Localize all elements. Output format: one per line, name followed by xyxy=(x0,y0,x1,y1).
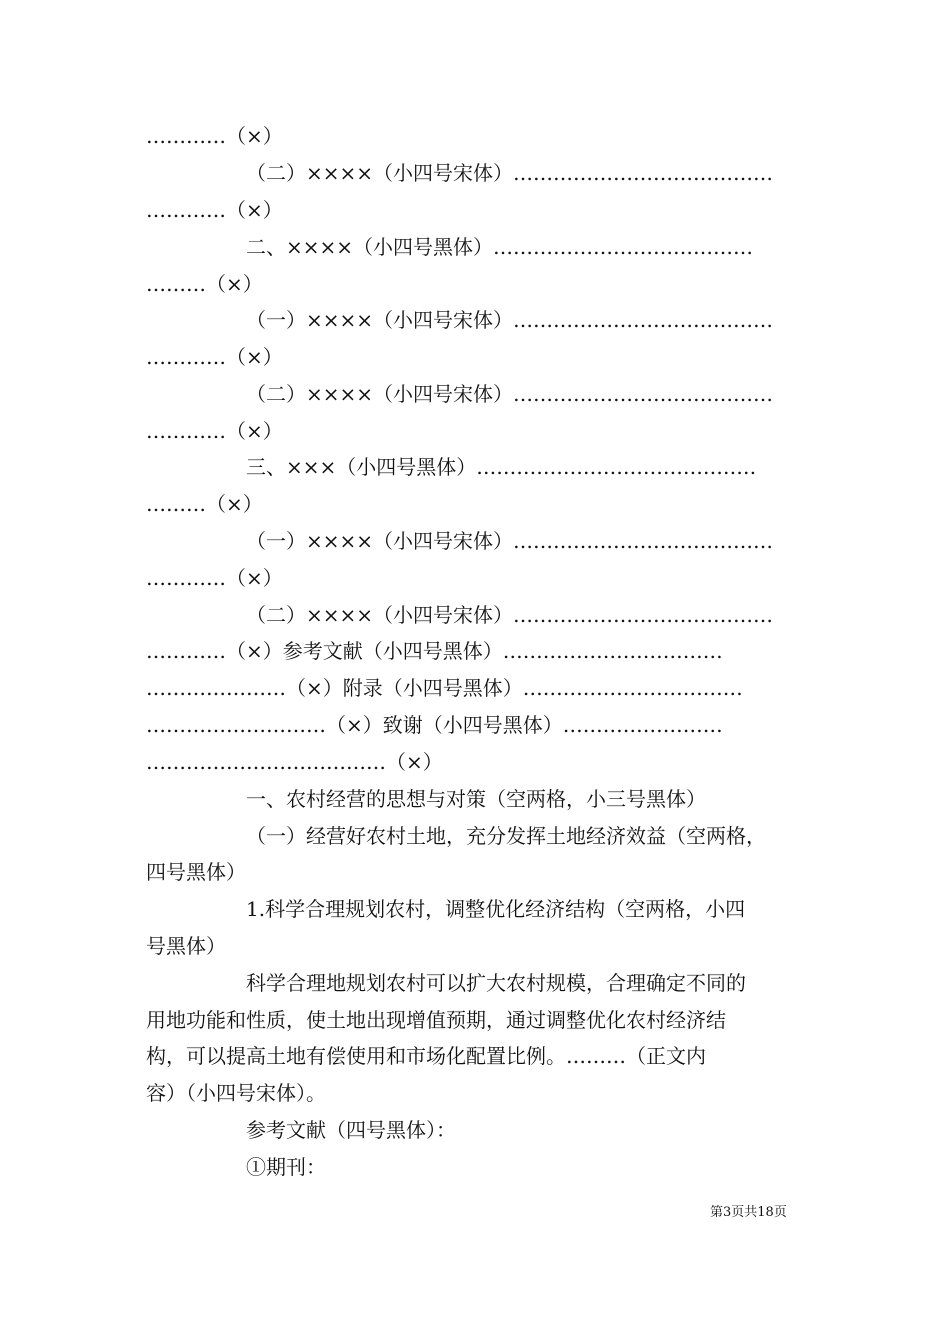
toc-line: …………（×）参考文献（小四号黑体）…………………………… xyxy=(146,639,723,663)
item-heading: 1.科学合理规划农村，调整优化经济结构（空两格，小四 xyxy=(246,897,746,921)
subsection-heading-cont: 四号黑体） xyxy=(146,860,246,884)
paragraph-line: 容）（小四号宋体）。 xyxy=(146,1081,326,1105)
item-heading-cont: 号黑体） xyxy=(146,934,226,958)
toc-line: （一）××××（小四号宋体）………………………………… xyxy=(246,529,774,553)
toc-line: （二）××××（小四号宋体）………………………………… xyxy=(246,161,774,185)
toc-line: …………（×） xyxy=(146,345,283,369)
paragraph-line: 构，可以提高土地有偿使用和市场化配置比例。………（正文内 xyxy=(146,1044,706,1068)
paragraph-line: 科学合理地规划农村可以扩大农村规模，合理确定不同的 xyxy=(246,971,746,995)
references-item: ①期刊： xyxy=(246,1155,326,1179)
toc-line: （一）××××（小四号宋体）………………………………… xyxy=(246,308,774,332)
toc-line: ………………………………（×） xyxy=(146,750,443,774)
toc-line: 二、××××（小四号黑体）………………………………… xyxy=(246,235,754,259)
toc-line: …………（×） xyxy=(146,566,283,590)
paragraph-line: 用地功能和性质，使土地出现增值预期，通过调整优化农村经济结 xyxy=(146,1008,726,1032)
toc-line: …………（×） xyxy=(146,198,283,222)
references-heading: 参考文献（四号黑体）： xyxy=(246,1118,456,1142)
page-number: 第3页共18页 xyxy=(710,1205,787,1220)
toc-line: ………（×） xyxy=(146,272,263,296)
toc-line: …………………（×）附录（小四号黑体）…………………………… xyxy=(146,676,743,700)
toc-line: ………………………（×）致谢（小四号黑体）…………………… xyxy=(146,713,723,737)
toc-line: …………（×） xyxy=(146,124,283,148)
subsection-heading: （一）经营好农村土地，充分发挥土地经济效益（空两格， xyxy=(246,824,766,848)
toc-line: 三、×××（小四号黑体）…………………………………… xyxy=(246,455,757,479)
toc-line: （二）××××（小四号宋体）………………………………… xyxy=(246,603,774,627)
toc-line: …………（×） xyxy=(146,419,283,443)
section-heading: 一、农村经营的思想与对策（空两格，小三号黑体） xyxy=(246,787,706,811)
toc-line: （二）××××（小四号宋体）………………………………… xyxy=(246,382,774,406)
toc-line: ………（×） xyxy=(146,492,263,516)
